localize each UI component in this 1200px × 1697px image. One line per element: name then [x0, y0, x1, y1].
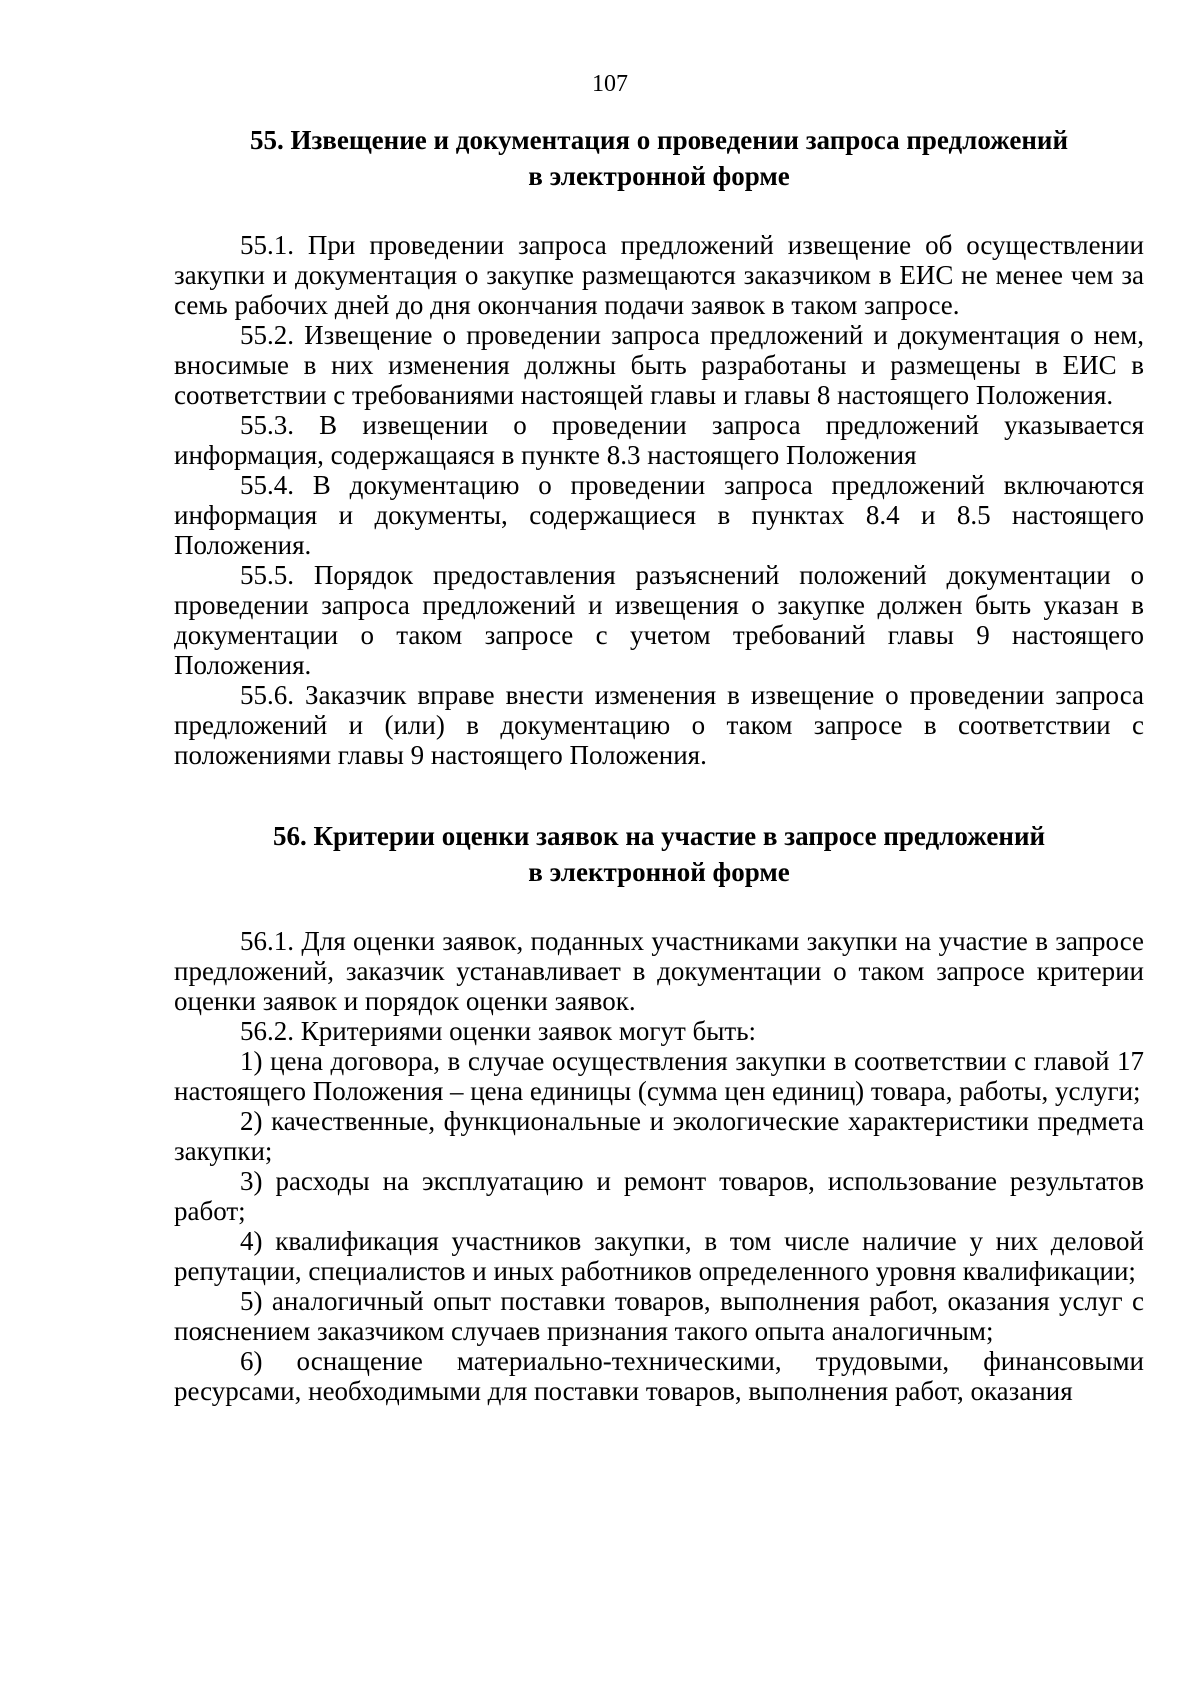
paragraph-55-3: 55.3. В извещении о проведении запроса предложений указывается информация, содержащаяся в пункте 8.3 настоящего Положения — [174, 410, 1144, 470]
paragraph-55-4: 55.4. В документацию о проведении запроса предложений включаются информация и документы, содержащиеся в пунктах 8.4 и 8.5 настоящего Положения. — [174, 470, 1144, 560]
page-number: 107 — [592, 71, 628, 97]
paragraph-55-1: 55.1. При проведении запроса предложений извещение об осуществлении закупки и документация о закупке размещаются заказчиком в ЕИС не менее чем за семь рабочих дней до дня окончания подачи заявок в таком запросе. — [174, 230, 1144, 320]
criterion-item-5: 5) аналогичный опыт поставки товаров, выполнения работ, оказания услуг с пояснением заказчиком случаев признания такого опыта аналогичным; — [174, 1286, 1144, 1346]
paragraph-56-2: 56.2. Критериями оценки заявок могут быть: — [240, 1016, 757, 1046]
paragraph-55-5: 55.5. Порядок предоставления разъяснений положений документации о проведении запроса предложений и извещения о закупке должен быть указан в документации о таком запросе с учетом требований главы 9 настоящего Положения. — [174, 560, 1144, 680]
paragraph-56-1: 56.1. Для оценки заявок, поданных участниками закупки на участие в запросе предложений, заказчик устанавливает в документации о таком запросе критерии оценки заявок и порядок оценки заявок. — [174, 926, 1144, 1016]
paragraph-55-6: 55.6. Заказчик вправе внести изменения в извещение о проведении запроса предложений и (или) в документацию о таком запросе в соответствии с положениями главы 9 настоящего Положения. — [174, 680, 1144, 770]
section-55-heading-line1: 55. Извещение и документация о проведении запроса предложений — [249, 125, 1069, 155]
criterion-item-4: 4) квалификация участников закупки, в том числе наличие у них деловой репутации, специалистов и иных работников определенного уровня квалификации; — [174, 1226, 1144, 1286]
criterion-item-2: 2) качественные, функциональные и экологические характеристики предмета закупки; — [174, 1106, 1144, 1166]
section-55-heading-line2: в электронной форме — [528, 161, 790, 191]
page-content — [174, 122, 1144, 1406]
criterion-item-1: 1) цена договора, в случае осуществления закупки в соответствии с главой 17 настоящего Положения – цена единицы (сумма цен единиц) товара, работы, услуги; — [174, 1046, 1144, 1106]
section-55-heading — [174, 122, 1144, 194]
section-56-heading-line1: 56. Критерии оценки заявок на участие в запросе предложений — [272, 821, 1046, 851]
criterion-item-3: 3) расходы на эксплуатацию и ремонт товаров, использование результатов работ; — [174, 1166, 1144, 1226]
section-56-heading — [174, 818, 1144, 890]
criterion-item-6: 6) оснащение материально-техническими, трудовыми, финансовыми ресурсами, необходимыми для поставки товаров, выполнения работ, оказания — [174, 1346, 1144, 1406]
paragraph-55-2: 55.2. Извещение о проведении запроса предложений и документация о нем, вносимые в них изменения должны быть разработаны и размещены в ЕИС в соответствии с требованиями настоящей главы и главы 8 настоящего Положения. — [174, 320, 1144, 410]
section-56-heading-line2: в электронной форме — [528, 857, 790, 887]
